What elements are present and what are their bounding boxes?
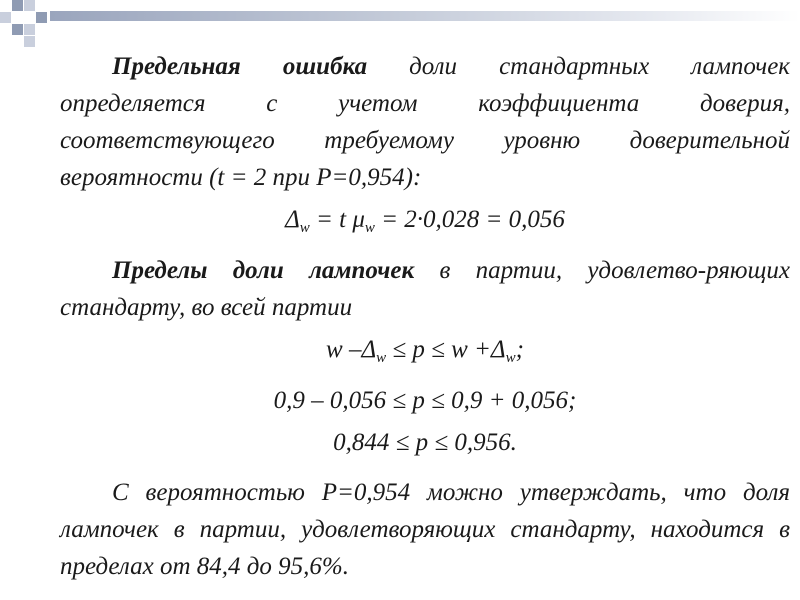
subscript-w: w [364, 220, 375, 236]
subscript-w: w [299, 220, 310, 236]
paragraph-conclusion [60, 474, 790, 585]
decor-square [12, 0, 23, 11]
formula-interval-general [60, 331, 790, 377]
decor-square [0, 12, 11, 23]
subscript-w: w [505, 350, 516, 366]
decor-square [36, 12, 47, 23]
mu-symbol: μ [352, 206, 365, 233]
subscript-w: w [376, 350, 387, 366]
paragraph-text: доли стандартных лампочек определяется с учетом коэффициента доверия, соответствующего требуемому уровню доверительной вероятности (t = 2 при P=0,954): [60, 53, 790, 191]
paragraph-margin-of-error [60, 48, 790, 196]
formula-interval-result [60, 424, 790, 461]
decor-square [24, 0, 35, 11]
formula-interval-substituted [60, 382, 790, 419]
term-margin-of-error: Предельная ошибка [112, 53, 368, 80]
formula-text: w –Δ [326, 336, 377, 363]
formula-text: 0,9 – 0,056 ≤ p ≤ 0,9 + 0,056; [273, 387, 577, 414]
paragraph-limits [60, 252, 790, 326]
term-limits: Пределы доли лампочек [112, 257, 415, 284]
delta-symbol: Δ [285, 206, 300, 233]
formula-margin-of-error [60, 201, 790, 247]
corner-decoration [0, 0, 60, 50]
formula-text: ≤ p ≤ w +Δ [386, 336, 506, 363]
decor-square [24, 36, 35, 47]
decor-square [12, 24, 23, 35]
decor-square [24, 24, 35, 35]
paragraph-text: С вероятностью P=0,954 можно утверждать, что доля лампочек в партии, удовлетворяющих стандарту, находится в пределах от 84,4 до 95,6%. [60, 479, 790, 580]
header-gradient-bar [50, 11, 800, 21]
formula-text: = 2·0,028 = 0,056 [374, 206, 565, 233]
formula-text: = t [309, 206, 353, 233]
slide-content [60, 48, 790, 585]
formula-text: ; [515, 336, 524, 363]
paragraph-text: в партии, удовлетво-ряющих стандарту, во всей партии [60, 257, 790, 321]
formula-text: 0,844 ≤ p ≤ 0,956. [333, 429, 517, 456]
